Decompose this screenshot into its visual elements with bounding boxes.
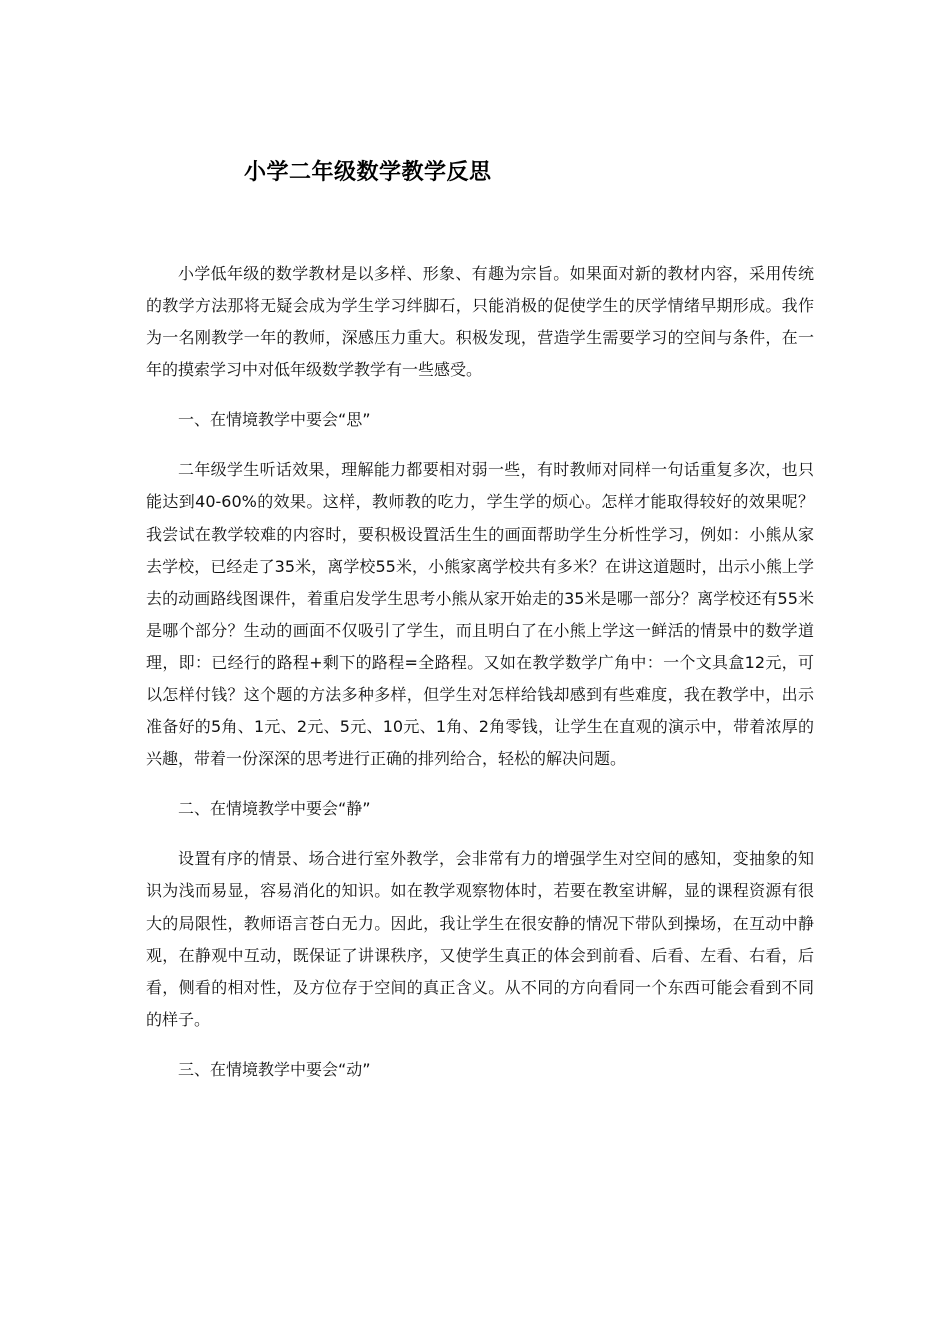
section-heading-2: 二、在情境教学中要会“静” [178, 799, 371, 819]
section-body-1: 二年级学生听话效果，理解能力都要相对弱一些，有时教师对同样一句话重复多次，也只能达到40-60%的效果。这样，教师教的吃力，学生学的烦心。怎样才能取得较好的效果呢？我尝试在教学较难的内容时，要积极设置活生生的画面帮助学生分析性学习，例如：小熊从家去学校，已经走了35米，离学校55米，小熊家离学校共有多米？在讲这道题时，出示小熊上学去的动画路线图课件，着重启发学生思考小熊从家开始走的35米是哪一部分？离学校还有55米是哪个部分？生动的画面不仅吸引了学生，而且明白了在小熊上学这一鲜活的情景中的数学道理，即：已经行的路程+剩下的路程=全路程。又如在教学数学广角中：一个文具盒12元，可以怎样付钱？这个题的方法多种多样，但学生对怎样给钱却感到有些难度，我在教学中，出示准备好的5角、1元、2元、5元、10元、1角、2角零钱，让学生在直观的演示中，带着浓厚的兴趣，带着一份深深的思考进行正确的排列给合，轻松的解决问题。 [146, 460, 814, 769]
section-heading-3: 三、在情境教学中要会“动” [178, 1059, 371, 1079]
document-body [146, 258, 814, 1086]
section-body-2: 设置有序的情景、场合进行室外教学，会非常有力的增强学生对空间的感知，变抽象的知识为浅而易显，容易消化的知识。如在教学观察物体时，若要在教室讲解，显的课程资源有很大的局限性，教师语言苍白无力。因此，我让学生在很安静的情况下带队到操场，在互动中静观，在静观中互动，既保证了讲课秩序，又使学生真正的体会到前看、后看、左看、右看，后看，侧看的相对性，及方位存于空间的真正含义。从不同的方向看同一个东西可能会看到不同的样子。 [146, 849, 814, 1029]
intro-paragraph: 小学低年级的数学教材是以多样、形象、有趣为宗旨。如果面对新的教材内容，采用传统的教学方法那将无疑会成为学生学习绊脚石，只能消极的促使学生的厌学情绪早期形成。我作为一名刚教学一年的教师，深感压力重大。积极发现，营造学生需要学习的空间与条件，在一年的摸索学习中对低年级数学教学有一些感受。 [146, 264, 814, 380]
document-title: 小学二年级数学教学反思 [244, 160, 492, 185]
section-heading-1: 一、在情境教学中要会“思” [178, 410, 371, 430]
